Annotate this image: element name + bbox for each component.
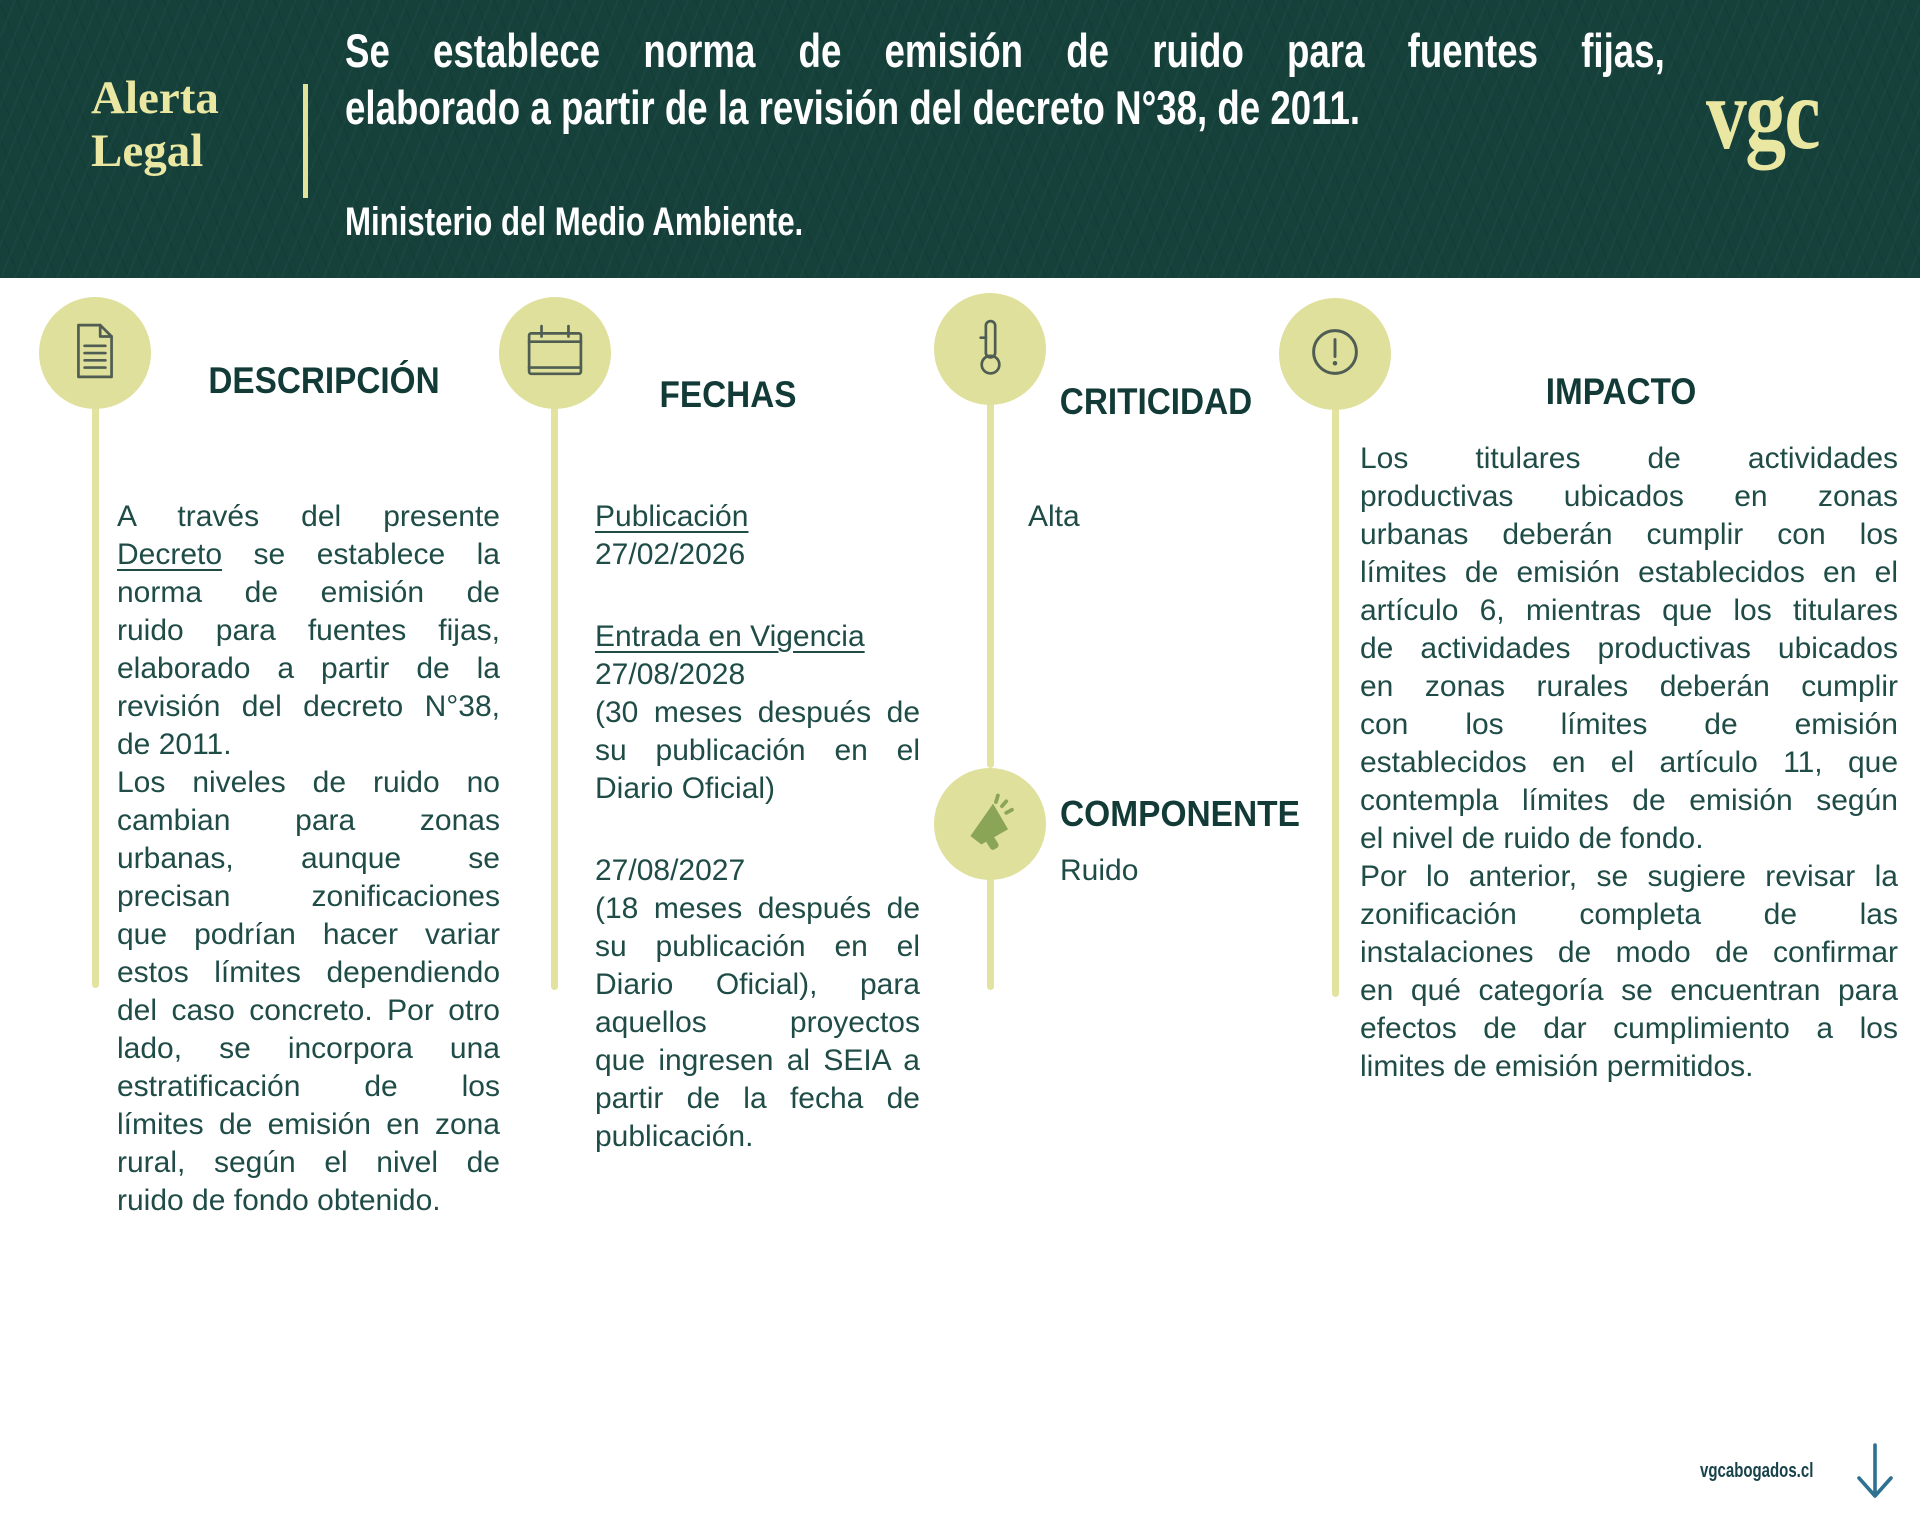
brand-title [91, 72, 219, 178]
text-line: Diario Oficial), para [595, 968, 920, 1001]
componente-connector-line [987, 875, 994, 990]
fechas-block [595, 618, 920, 808]
document-icon [70, 322, 120, 385]
text-line: límites de emisión en zona [117, 1108, 500, 1141]
fechas-block [595, 852, 920, 1156]
text-line: Los titulares de actividades [1360, 442, 1898, 475]
text-line: partir de la fecha de [595, 1082, 920, 1115]
text-line: urbanas, aunque se [117, 842, 500, 875]
componente-icon-circle [934, 768, 1046, 880]
brand-line1: Alerta [91, 72, 219, 124]
text-line: 27/08/2028 [595, 658, 746, 691]
text-line: Entrada en Vigencia [595, 620, 865, 653]
title-line-1: Se establece norma de emisión de ruido para fuentes fijas, [345, 24, 1665, 77]
componente-heading: COMPONENTE [1060, 793, 1300, 834]
text-line: de actividades productivas ubicados [1360, 632, 1898, 665]
text-line: de 2011. [117, 728, 232, 761]
text-line: precisan zonificaciones [117, 880, 500, 913]
text-line: revisión del decreto N°38, [117, 690, 500, 723]
text-line: A través del presente [117, 500, 500, 533]
text-line: Los niveles de ruido no [117, 766, 500, 799]
fechas-heading: FECHAS [659, 374, 797, 415]
descripcion-connector-line [92, 403, 99, 988]
text-line: Por lo anterior, se sugiere revisar la [1360, 860, 1898, 893]
calendar-icon [526, 324, 584, 383]
header-banner [0, 0, 1920, 278]
text-line: Diario Oficial) [595, 772, 776, 805]
text-line: límites de emisión establecidos en el [1360, 556, 1898, 589]
text-line: cambian para zonas [117, 804, 500, 837]
text-line: productivas ubicados en zonas [1360, 480, 1898, 513]
text-line: el nivel de ruido de fondo. [1360, 822, 1704, 855]
document-title [345, 22, 1665, 136]
text-line: 27/08/2027 [595, 854, 746, 887]
brand-line2: Legal [91, 125, 204, 177]
text-line: artículo 6, mientras que los titulares [1360, 594, 1898, 627]
text-line: ruido para fuentes fijas, [117, 614, 500, 647]
text-line: aquellos proyectos [595, 1006, 920, 1039]
text-line: instalaciones de modo de confirmar [1360, 936, 1898, 969]
text-line: del caso concreto. Por otro [117, 994, 500, 1027]
criticidad-value: Alta [1028, 500, 1080, 533]
text-line: en zonas rurales deberán cumplir [1360, 670, 1898, 703]
fechas-connector-line [551, 403, 558, 990]
criticidad-connector-line [987, 400, 994, 768]
fechas-body [595, 498, 920, 1200]
fechas-block [595, 498, 920, 574]
text-line: su publicación en el [595, 734, 920, 767]
text-line: elaborado a partir de la [117, 652, 500, 685]
text-line: publicación. [595, 1120, 754, 1153]
criticidad-heading: CRITICIDAD [1059, 381, 1253, 422]
text-line: norma de emisión de [117, 576, 500, 609]
text-line: urbanas deberán cumplir con los [1360, 518, 1898, 551]
componente-value: Ruido [1060, 854, 1139, 887]
down-arrow-icon[interactable] [1852, 1442, 1898, 1507]
text-line: que ingresen al SEIA a [595, 1044, 920, 1077]
text-line: en qué categoría se encuentran para [1360, 974, 1898, 1007]
text-line: lado, se incorpora una [117, 1032, 500, 1065]
text-line: (30 meses después de [595, 696, 920, 729]
text-line: efectos de dar cumplimiento a los [1360, 1012, 1898, 1045]
text-line: ruido de fondo obtenido. [117, 1184, 441, 1217]
text-line: estratificación de los [117, 1070, 500, 1103]
text-line: limites de emisión permitidos. [1360, 1050, 1754, 1083]
descripcion-icon-circle [39, 297, 151, 409]
text-line: con los límites de emisión [1360, 708, 1898, 741]
text-line: zonificación completa de las [1360, 898, 1898, 931]
decreto-link[interactable]: Decreto [117, 538, 223, 571]
text-line: 27/02/2026 [595, 538, 746, 571]
text-line: rural, según el nivel de [117, 1146, 500, 1179]
text-line: establecidos en el artículo 11, que [1360, 746, 1898, 779]
ministry-subtitle: Ministerio del Medio Ambiente. [345, 200, 804, 244]
text-line: su publicación en el [595, 930, 920, 963]
descripcion-body [117, 498, 500, 1220]
megaphone-icon [959, 791, 1021, 858]
text-line: Publicación [595, 500, 749, 533]
website-link[interactable]: vgcabogados.cl [1700, 1460, 1814, 1482]
impacto-heading: IMPACTO [1545, 371, 1697, 412]
text-line: estos límites dependiendo [117, 956, 500, 989]
text-line: que podrían hacer variar [117, 918, 500, 951]
alert-icon [1308, 325, 1362, 384]
impacto-icon-circle [1279, 298, 1391, 410]
text-line: Decreto se establece la [117, 538, 500, 571]
thermometer-icon [971, 318, 1009, 381]
impacto-body [1360, 440, 1898, 1086]
title-line-2: elaborado a partir de la revisión del decreto N°38, de 2011. [345, 81, 1361, 134]
impacto-connector-line [1332, 405, 1339, 997]
descripcion-heading: DESCRIPCIÓN [208, 360, 440, 401]
vgc-logo: vgc [1706, 58, 1820, 171]
text-line: contempla límites de emisión según [1360, 784, 1898, 817]
header-divider [303, 84, 308, 198]
text-line: (18 meses después de [595, 892, 920, 925]
